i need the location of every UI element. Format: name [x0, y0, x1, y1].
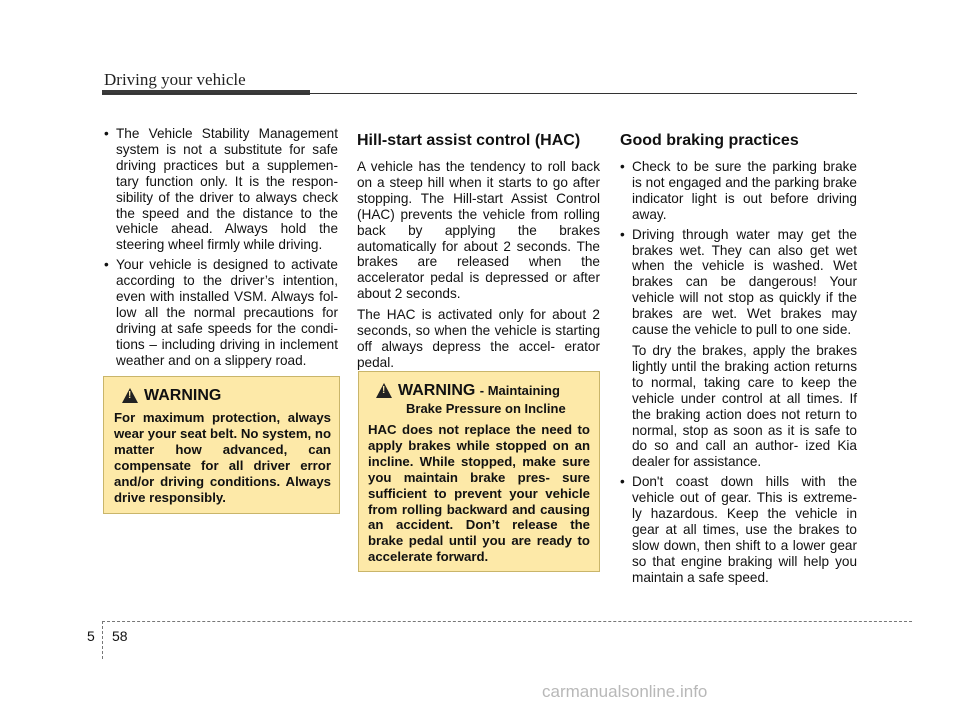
braking-bullet-list-2 — [620, 474, 857, 585]
warning-box-seatbelt — [103, 376, 340, 514]
braking-heading: Good braking practices — [620, 132, 799, 149]
warning-heading — [368, 382, 590, 416]
braking-bullet-2: • Driving through water may get the brakes wet. They can also get wet when the vehicle is washed. Wet brakes can be dangerous! Your vehicle will not stop as quickly if the brakes are wet. Wet brakes may cause the vehicle to pull to one side. — [620, 227, 857, 338]
warning-text: For maximum protection, always wear your seat belt. No system, no matter how advanced, can compensate for all driver error and/or driving conditions. Always drive responsibly. — [114, 410, 331, 505]
vsm-bullet-list — [104, 126, 338, 369]
hac-paragraph-2: The HAC is activated only for about 2 seconds, so when the vehicle is starting off always depress the accel- erator pedal. — [357, 307, 600, 370]
warning-title: WARNING — [398, 382, 476, 399]
column-middle — [357, 126, 600, 376]
page-header-title: Driving your vehicle — [104, 70, 246, 89]
braking-bullet-1: • Check to be sure the parking brake is not engaged and the parking brake indicator light is out before driving away. — [620, 159, 857, 223]
vsm-bullet-1: • The Vehicle Stability Management system is not a substitute for safe driving practices but a supplemen- tary function only. It is the respon- sibility of the driver to always check the speed and the distance to the vehicle ahead. Always hold the steering wheel firmly while driving. — [104, 126, 338, 253]
footer-divider — [102, 621, 103, 659]
column-left — [104, 126, 338, 373]
header-rule — [102, 93, 857, 94]
page-number: 58 — [112, 628, 128, 644]
warning-heading — [114, 387, 331, 405]
vsm-bullet-2: • Your vehicle is designed to activate according to the driver’s intention, even with installed VSM. Always fol- low all the normal precautions for driving at safe speeds for the condi- tions – including driving in inclement weather and on a slippery road. — [104, 257, 338, 368]
warning-title: WARNING — [144, 387, 222, 404]
watermark: carmanualsonline.info — [542, 682, 708, 701]
footer-rule — [102, 621, 912, 622]
warning-triangle-icon — [122, 388, 138, 403]
braking-bullet-list — [620, 159, 857, 338]
warning-subtitle-line2: Brake Pressure on Incline — [406, 401, 566, 416]
braking-bullet-3: • Don't coast down hills with the vehicle out of gear. This is extreme- ly hazardous. Keep the vehicle in gear at all times, use the brakes to slow down, then shift to a lower gear so that engine braking will help you maintain a safe speed. — [620, 474, 857, 585]
warning-text: HAC does not replace the need to apply brakes while stopped on an incline. While stopped, make sure you maintain brake pres- sure sufficient to prevent your vehicle from rolling backward and causing an accident. Don’t release the brake pedal until you are ready to accelerate forward. — [368, 422, 590, 565]
column-right — [620, 126, 857, 590]
warning-box-hac — [358, 371, 600, 572]
hac-heading: Hill-start assist control (HAC) — [357, 132, 581, 149]
warning-subtitle: - Maintaining — [479, 383, 560, 398]
section-number: 5 — [87, 628, 95, 644]
warning-triangle-icon — [376, 383, 392, 398]
hac-paragraph-1: A vehicle has the tendency to roll back on a steep hill when it starts to go after stopping. The Hill-start Assist Control (HAC) prevents the vehicle from rolling back by applying the brakes automatically for about 2 seconds. The brakes are released when the accelerator pedal is depressed or after about 2 seconds. — [357, 159, 600, 302]
braking-bullet-2-continued: To dry the brakes, apply the brakes lightly until the braking action returns to normal, taking care to keep the vehicle under control at all times. If the braking action does not return to normal, stop as soon as it is safe to do so and call an author- ized Kia dealer for assistance. — [632, 342, 857, 470]
